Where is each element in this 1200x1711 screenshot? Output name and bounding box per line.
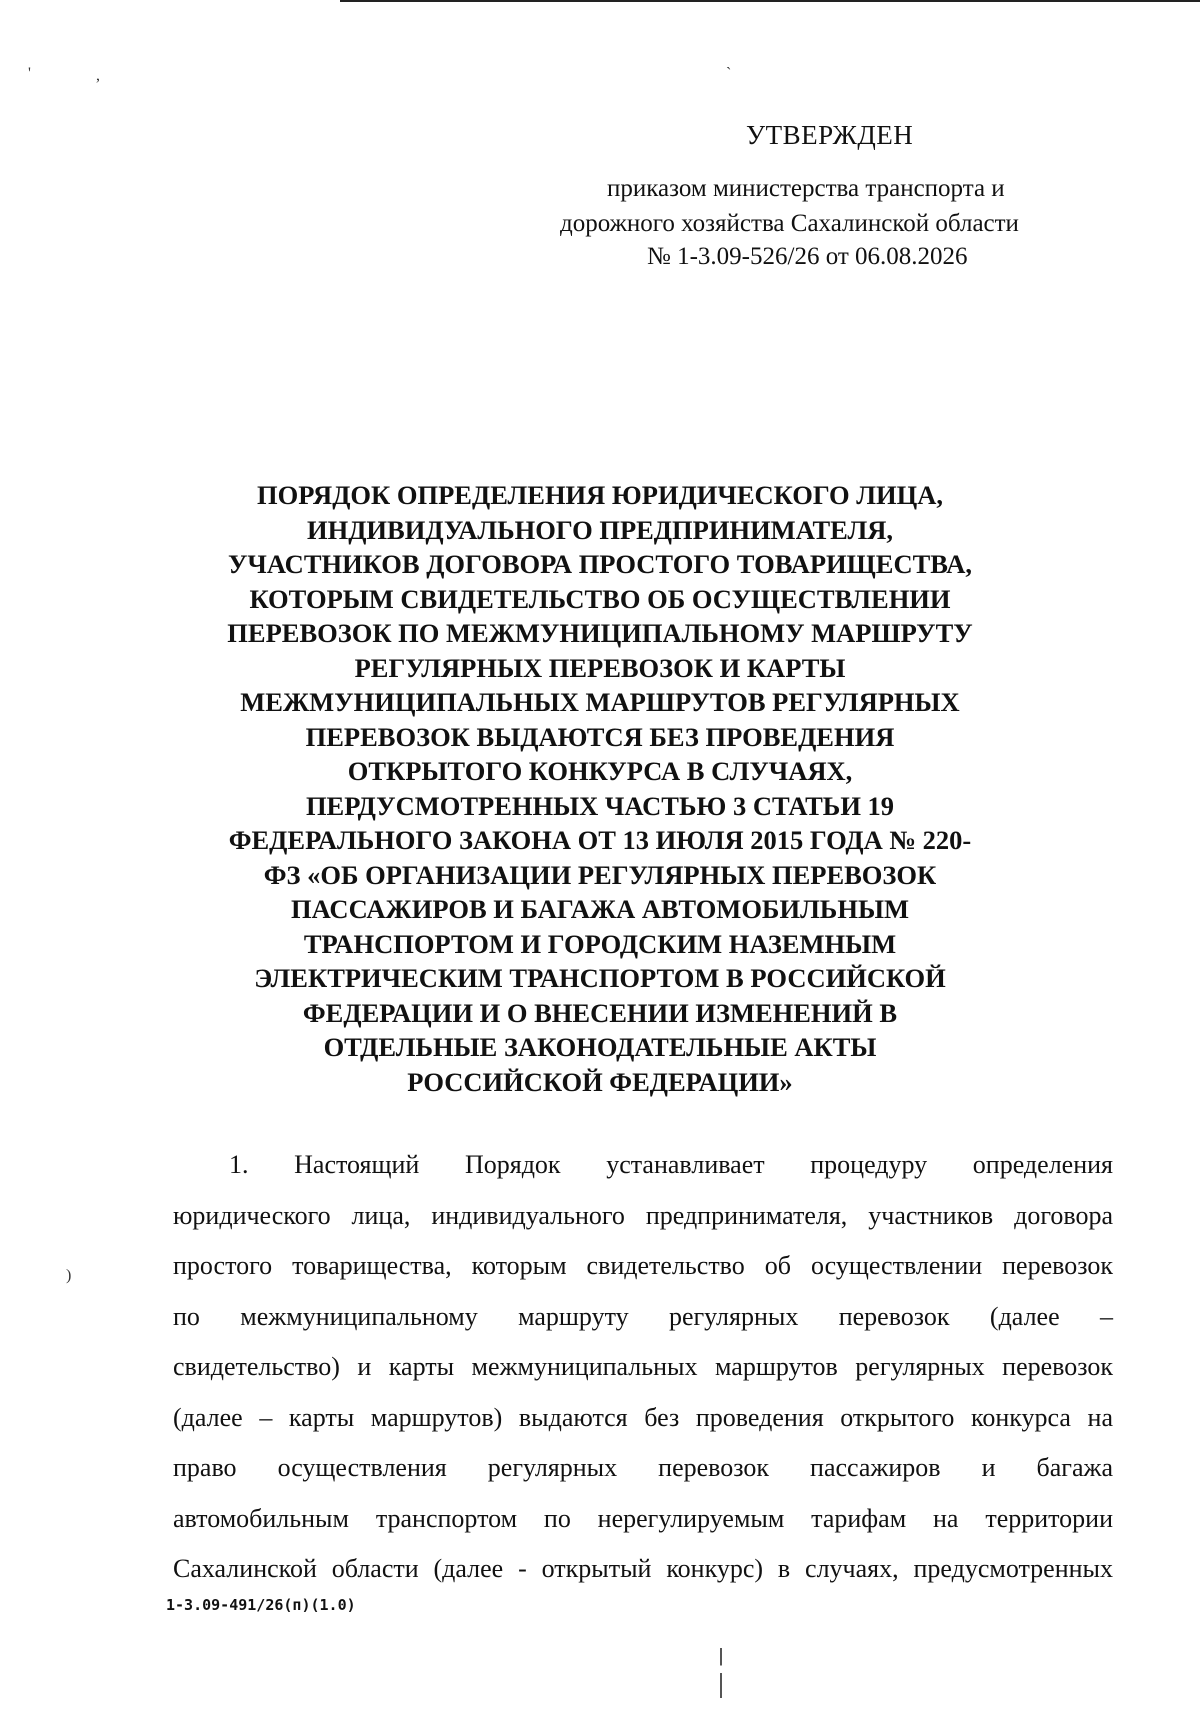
title-line: УЧАСТНИКОВ ДОГОВОРА ПРОСТОГО ТОВАРИЩЕСТВА,	[227, 549, 973, 579]
title-line: РОССИЙСКОЙ ФЕДЕРАЦИИ»	[407, 1066, 793, 1097]
title-line: ТРАНСПОРТОМ И ГОРОДСКИМ НАЗЕМНЫМ	[303, 928, 897, 959]
body-line: право осуществления регулярных перевозок пассажиров и багажа	[173, 1453, 1113, 1482]
body-line: по межмуниципальному маршруту регулярных перевозок (далее –	[173, 1301, 1113, 1331]
title-line: КОТОРЫМ СВИДЕТЕЛЬСТВО ОБ ОСУЩЕСТВЛЕНИИ	[249, 583, 951, 614]
scan-speck: `	[726, 65, 732, 82]
title-line: РЕГУЛЯРНЫХ ПЕРЕВОЗОК И КАРТЫ	[354, 652, 846, 683]
scan-speck: ,	[96, 67, 100, 84]
paragraph-1	[173, 1140, 1113, 1595]
title-line: ФЕДЕРАЛЬНОГО ЗАКОНА ОТ 13 ИЮЛЯ 2015 ГОДА № 220-	[228, 825, 972, 855]
body-line: Сахалинской области (далее - открытый конкурс) в случаях, предусмотренных	[173, 1554, 1113, 1583]
scan-top-border	[340, 0, 1200, 2]
document-code-footer: 1-3.09-491/26(п)(1.0)	[166, 1596, 356, 1614]
title-line: ПЕРДУСМОТРЕННЫХ ЧАСТЬЮ 3 СТАТЬИ 19	[305, 790, 895, 821]
approval-heading: УТВЕРЖДЕН	[746, 120, 914, 150]
approval-line: дорожного хозяйства Сахалинской области	[560, 210, 1019, 237]
title-line: ПЕРЕВОЗОК ПО МЕЖМУНИЦИПАЛЬНОМУ МАРШРУТУ	[227, 618, 973, 648]
scan-edge-mark	[720, 1648, 722, 1698]
title-line: ПЕРЕВОЗОК ВЫДАЮТСЯ БЕЗ ПРОВЕДЕНИЯ	[305, 721, 895, 752]
body-line: 1. Настоящий Порядок устанавливает процедуру определения	[229, 1150, 1113, 1179]
approval-line: приказом министерства транспорта и	[607, 175, 1005, 202]
title-line: ПАССАЖИРОВ И БАГАЖА АВТОМОБИЛЬНЫМ	[291, 894, 909, 924]
title-line: ЭЛЕКТРИЧЕСКИМ ТРАНСПОРТОМ В РОССИЙСКОЙ	[254, 963, 946, 993]
title-line: ПОРЯДОК ОПРЕДЕЛЕНИЯ ЮРИДИЧЕСКОГО ЛИЦА,	[256, 480, 944, 510]
approval-order-number: № 1-3.09-526/26 от 06.08.2026	[647, 243, 968, 270]
title-line: ФЗ «ОБ ОРГАНИЗАЦИИ РЕГУЛЯРНЫХ ПЕРЕВОЗОК	[263, 859, 937, 890]
title-line: МЕЖМУНИЦИПАЛЬНЫХ МАРШРУТОВ РЕГУЛЯРНЫХ	[240, 687, 960, 717]
document-title	[140, 478, 1060, 1099]
title-line: ОТКРЫТОГО КОНКУРСА В СЛУЧАЯХ,	[347, 756, 853, 786]
body-line: юридического лица, индивидуального предпринимателя, участников договора	[173, 1200, 1113, 1230]
title-line: ОТДЕЛЬНЫЕ ЗАКОНОДАТЕЛЬНЫЕ АКТЫ	[323, 1032, 877, 1062]
body-line: простого товарищества, которым свидетельство об осуществлении перевозок	[173, 1251, 1113, 1280]
title-line: ИНДИВИДУАЛЬНОГО ПРЕДПРИНИМАТЕЛЯ,	[306, 514, 894, 545]
scan-speck: )	[66, 1267, 72, 1284]
title-line: ФЕДЕРАЦИИ И О ВНЕСЕНИИ ИЗМЕНЕНИЙ В	[302, 997, 898, 1028]
scan-speck: '	[28, 65, 31, 82]
body-line: автомобильным транспортом по нерегулируемым тарифам на территории	[173, 1503, 1113, 1533]
body-line: свидетельство) и карты межмуниципальных маршрутов регулярных перевозок	[173, 1352, 1113, 1381]
body-line: (далее – карты маршрутов) выдаются без проведения открытого конкурса на	[173, 1402, 1113, 1432]
